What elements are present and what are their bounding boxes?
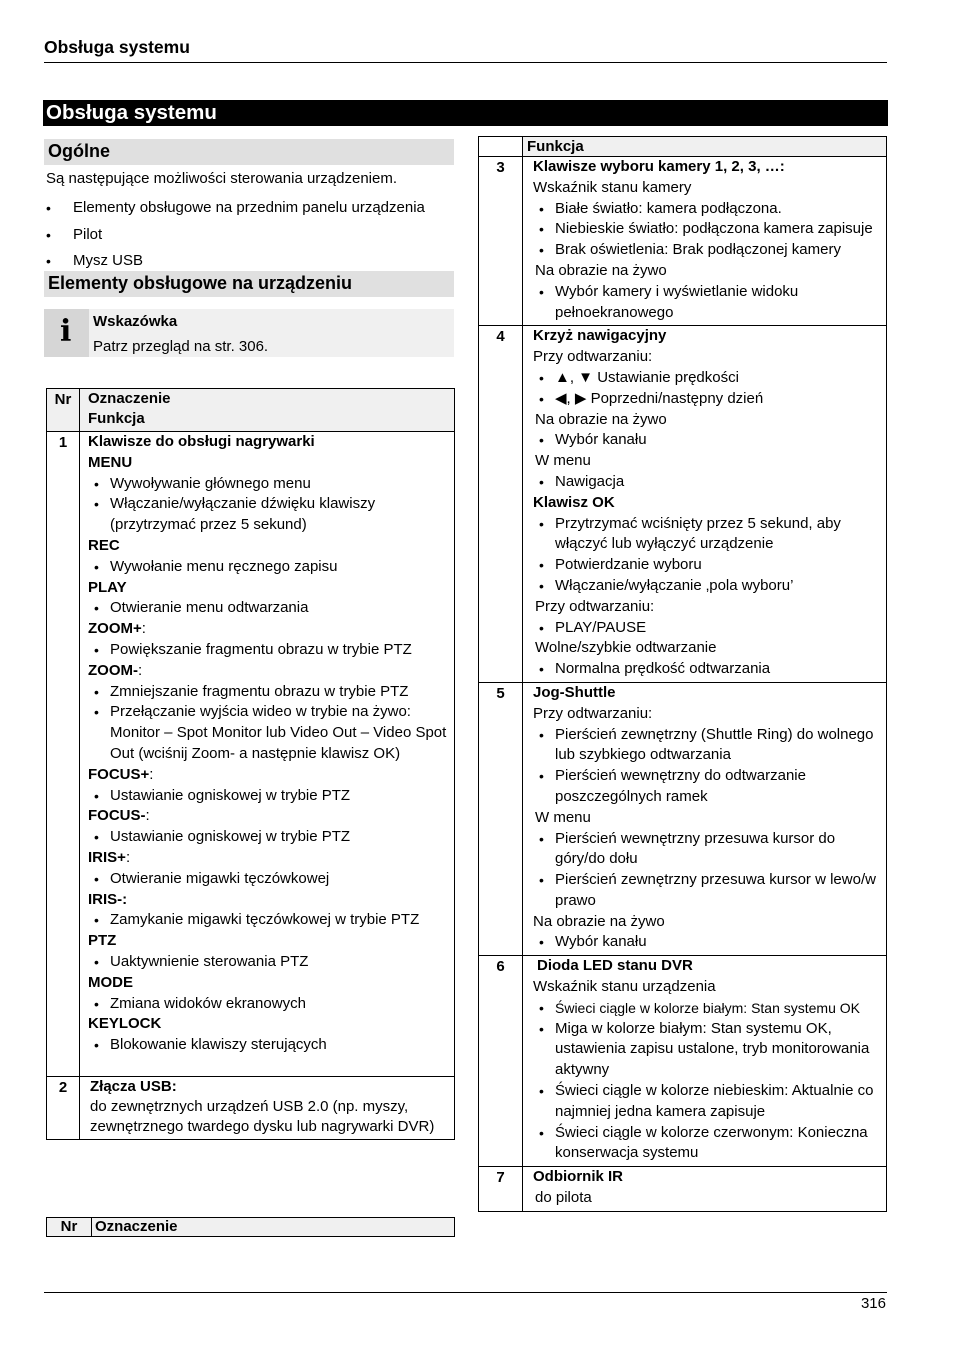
- table-row: [479, 956, 887, 1167]
- note-box: [44, 309, 454, 357]
- row-title: Krzyż nawigacyjny: [533, 327, 667, 345]
- key-functions: [88, 640, 448, 661]
- list-item: • Pierścień wewnętrzny do odtwarzanie poszczególnych ramek: [533, 766, 880, 808]
- info-icon: i: [60, 314, 72, 349]
- list-item: • Wybór kanału: [533, 932, 880, 953]
- row-subheading: Wskaźnik stanu kamery: [533, 178, 692, 196]
- row-content: [523, 326, 887, 683]
- table-row: [479, 157, 887, 326]
- row-list: [533, 514, 880, 597]
- row-subheading: Na obrazie na żywo: [533, 912, 665, 930]
- header-func: Funkcja: [88, 410, 145, 427]
- key-label: IRIS+: [88, 848, 126, 866]
- page-number: 316: [860, 1295, 886, 1312]
- table-row: [479, 326, 887, 683]
- table-header-row: [47, 389, 455, 432]
- general-list: [46, 195, 456, 275]
- list-item: • Wybór kanału: [533, 430, 880, 451]
- row-subheading: Wskaźnik stanu urządzenia: [533, 978, 716, 996]
- key-label: ZOOM+: [88, 620, 142, 638]
- list-item: • Wywoływanie głównego menu: [88, 474, 448, 495]
- table-row: [479, 1167, 887, 1212]
- list-item: • Wybór kamery i wyświetlanie widoku pełnoekranowego: [533, 282, 880, 324]
- row-nr: 7: [479, 1167, 523, 1212]
- list-item: • Pierścień wewnętrzny przesuwa kursor do góry/do dołu: [533, 829, 880, 871]
- key-functions: [88, 557, 448, 578]
- row-text: do pilota: [535, 1189, 592, 1207]
- row-nr: 3: [479, 157, 523, 326]
- row-list: [533, 829, 880, 912]
- table-header-row: [479, 137, 887, 157]
- list-item: • Świeci ciągle w kolorze czerwonym: Konieczna konserwacja systemu: [533, 1123, 880, 1165]
- row-content: [523, 956, 887, 1167]
- key-functions: [88, 682, 448, 765]
- list-item: • Przełączanie wyjścia wideo w trybie na żywo: Monitor – Spot Monitor lub Video Out – Video Spot Out (wciśnij Zoom- a następnie klawisz OK): [88, 702, 448, 764]
- header-name: Oznaczenie: [92, 1218, 455, 1237]
- row-nr: 6: [479, 956, 523, 1167]
- list-item: • Świeci ciągle w kolorze niebieskim: Aktualnie co najmniej jedna kamera zapisuje: [533, 1081, 880, 1123]
- key-label: MODE: [88, 973, 133, 991]
- section-title: Obsługa systemu: [46, 101, 217, 124]
- key-functions: [88, 1035, 448, 1056]
- row-subheading: Na obrazie na żywo: [535, 261, 667, 279]
- key-label: PTZ: [88, 932, 117, 950]
- key-label: IRIS-:: [88, 890, 128, 908]
- list-item: • Otwieranie menu odtwarzania: [88, 598, 448, 619]
- device-controls-heading: Elementy obsługowe na urządzeniu: [44, 271, 454, 297]
- row-list: [533, 932, 880, 953]
- row-subheading: W menu: [535, 452, 591, 470]
- key-functions: [88, 474, 448, 536]
- row-nr: 2: [47, 1077, 80, 1140]
- table-row: [47, 1077, 455, 1140]
- row-list: [533, 472, 880, 493]
- key-label: REC: [88, 536, 120, 554]
- list-item: • Brak oświetlenia: Brak podłączonej kamery: [533, 240, 880, 261]
- key-label: ZOOM-: [88, 661, 138, 679]
- key-functions: [88, 910, 448, 931]
- list-item: • Zmniejszanie fragmentu obrazu w trybie PTZ: [88, 682, 448, 703]
- list-item: • Miga w kolorze białym: Stan systemu OK, ustawienia zapisu ustalone, tryb monitorowania aktywny: [533, 1019, 880, 1081]
- list-item: • Niebieskie światło: podłączona kamera zapisuje: [533, 219, 880, 240]
- ok-key-label: Klawisz OK: [533, 493, 615, 511]
- table-header-row: [47, 1218, 455, 1237]
- list-item: • Pierścień zewnętrzny (Shuttle Ring) do wolnego lub szybkiego odtwarzania: [533, 725, 880, 767]
- list-item: • Wywołanie menu ręcznego zapisu: [88, 557, 448, 578]
- row-subheading: Przy odtwarzaniu:: [535, 597, 655, 615]
- list-item: • Zamykanie migawki tęczówkowej w trybie PTZ: [88, 910, 448, 931]
- table-row: [47, 432, 455, 1077]
- list-item: • PLAY/PAUSE: [533, 618, 880, 639]
- list-item: • Potwierdzanie wyboru: [533, 555, 880, 576]
- list-item: • Ustawianie ogniskowej w trybie PTZ: [88, 786, 448, 807]
- row-subheading: Przy odtwarzaniu:: [533, 704, 653, 722]
- key-functions: [88, 994, 448, 1015]
- list-item: • Elementy obsługowe na przednim panelu urządzenia: [46, 195, 456, 222]
- list-item: • Pilot: [46, 222, 456, 249]
- controls-table-left-bottom: [46, 1217, 455, 1237]
- row-content: Klawisze do obsługi nagrywarki MENU • Wywoływanie głównego menu • Włączanie/wyłączanie dźwięku klawiszy (przytrzymać przez 5 sekund) REC • Wywołanie menu ręcznego zapisu PLAY • Otwieranie menu odtwarzania ZOOM+: • Powiększanie fragmentu obrazu w trybie PTZ ZOOM-: • Zmniejszanie fragmentu obrazu w trybie PTZ • Przełączanie wyjścia wideo w trybie na żywo: Monitor – Spot Monitor lub Video Out – Video Spot Out (wciśnij Zoom- a następnie klawisz OK) FOCUS+: • Ustawianie ogniskowej w trybie PTZ FOCUS-: • Ustawianie ogniskowej w trybie PTZ IRIS+: • Otwieranie migawki tęczówkowej IRIS-: • Zamykanie migawki tęczówkowej w trybie PTZ PTZ • Uaktywnienie sterowania PTZ MODE • Zmiana widoków ekranowych KEYLOCK • Blokowanie klawiszy sterujących: [80, 432, 455, 1077]
- list-item: • Zmiana widoków ekranowych: [88, 994, 448, 1015]
- key-functions: [88, 869, 448, 890]
- row-title: Klawisze do obsługi nagrywarki: [88, 433, 315, 450]
- list-item: • Mysz USB: [46, 248, 456, 275]
- row-title: Dioda LED stanu DVR: [537, 957, 693, 975]
- header-name: Oznaczenie: [88, 390, 171, 407]
- header-name-func: [80, 389, 455, 432]
- list-item: • Świeci ciągle w kolorze białym: Stan systemu OK: [533, 998, 880, 1019]
- row-subheading: Wolne/szybkie odtwarzanie: [535, 639, 717, 657]
- row-nr: 4: [479, 326, 523, 683]
- note-title: Wskazówka: [93, 313, 178, 330]
- row-title: Klawisze wyboru kamery 1, 2, 3, …:: [533, 158, 785, 175]
- row-list: [533, 199, 880, 261]
- list-item: • Otwieranie migawki tęczówkowej: [88, 869, 448, 890]
- row-list: [533, 725, 880, 808]
- row-list: [533, 282, 880, 324]
- row-content: [80, 1077, 455, 1140]
- key-functions: [88, 786, 448, 807]
- section-title-bar: [43, 100, 888, 126]
- row-list: [533, 430, 880, 451]
- list-item: • Powiększanie fragmentu obrazu w trybie PTZ: [88, 640, 448, 661]
- row-subheading: W menu: [535, 808, 591, 826]
- list-item: • ◀, ▶ Poprzedni/następny dzień: [533, 389, 880, 410]
- header-rule: [44, 62, 887, 63]
- row-nr: 5: [479, 682, 523, 955]
- controls-table-left: [46, 388, 455, 1140]
- general-heading: Ogólne: [44, 139, 454, 165]
- row-nr: 1: [47, 432, 80, 1077]
- row-list: [533, 618, 880, 639]
- header-nr: Nr: [47, 389, 80, 432]
- controls-table-right: [478, 136, 887, 1212]
- header-nr: Nr: [47, 1218, 92, 1237]
- row-title: Odbiornik IR: [533, 1168, 623, 1186]
- list-item: • Białe światło: kamera podłączona.: [533, 199, 880, 220]
- row-title: Jog-Shuttle: [533, 683, 616, 701]
- list-item: • Włączanie/wyłączanie dźwięku klawiszy (przytrzymać przez 5 sekund): [88, 494, 448, 536]
- row-content: [523, 157, 887, 326]
- note-icon-cell: [44, 309, 89, 357]
- running-header: Obsługa systemu: [44, 37, 190, 57]
- header-nr-empty: [479, 137, 523, 157]
- key-functions: [88, 952, 448, 973]
- general-intro: Są następujące możliwości sterowania urządzeniem.: [46, 170, 398, 187]
- list-item: • Włączanie/wyłączanie ‚pola wyboru’: [533, 576, 880, 597]
- list-item: • Normalna prędkość odtwarzania: [533, 659, 880, 680]
- list-item: • Nawigacja: [533, 472, 880, 493]
- row-title: Złącza USB:: [90, 1078, 177, 1095]
- key-functions: [88, 827, 448, 848]
- list-item: • Uaktywnienie sterowania PTZ: [88, 952, 448, 973]
- list-item: • Pierścień zewnętrzny przesuwa kursor w lewo/w prawo: [533, 870, 880, 912]
- row-content: [523, 682, 887, 955]
- row-subheading: Na obrazie na żywo: [535, 410, 667, 428]
- key-label: FOCUS-: [88, 807, 146, 825]
- row-subheading: Przy odtwarzaniu:: [533, 348, 653, 366]
- key-label: FOCUS+: [88, 765, 150, 783]
- key-label: MENU: [88, 453, 133, 471]
- row-list: [533, 659, 880, 680]
- list-item: • Przytrzymać wciśnięty przez 5 sekund, aby włączyć lub wyłączyć urządzenie: [533, 514, 880, 556]
- key-label: KEYLOCK: [88, 1015, 162, 1033]
- table-row: [479, 682, 887, 955]
- row-list: [533, 368, 880, 410]
- note-text: Patrz przegląd na str. 306.: [93, 338, 269, 355]
- key-label: PLAY: [88, 578, 127, 596]
- key-functions: [88, 598, 448, 619]
- footer-rule: [44, 1292, 887, 1293]
- list-item: • Ustawianie ogniskowej w trybie PTZ: [88, 827, 448, 848]
- row-content: [523, 1167, 887, 1212]
- row-text: do zewnętrznych urządzeń USB 2.0 (np. myszy, zewnętrznego twardego dysku lub nagrywarki DVR): [90, 1098, 435, 1135]
- header-func: Funkcja: [523, 137, 887, 157]
- list-item: • Blokowanie klawiszy sterujących: [88, 1035, 448, 1056]
- row-list: [533, 998, 880, 1164]
- list-item: • ▲, ▼ Ustawianie prędkości: [533, 368, 880, 389]
